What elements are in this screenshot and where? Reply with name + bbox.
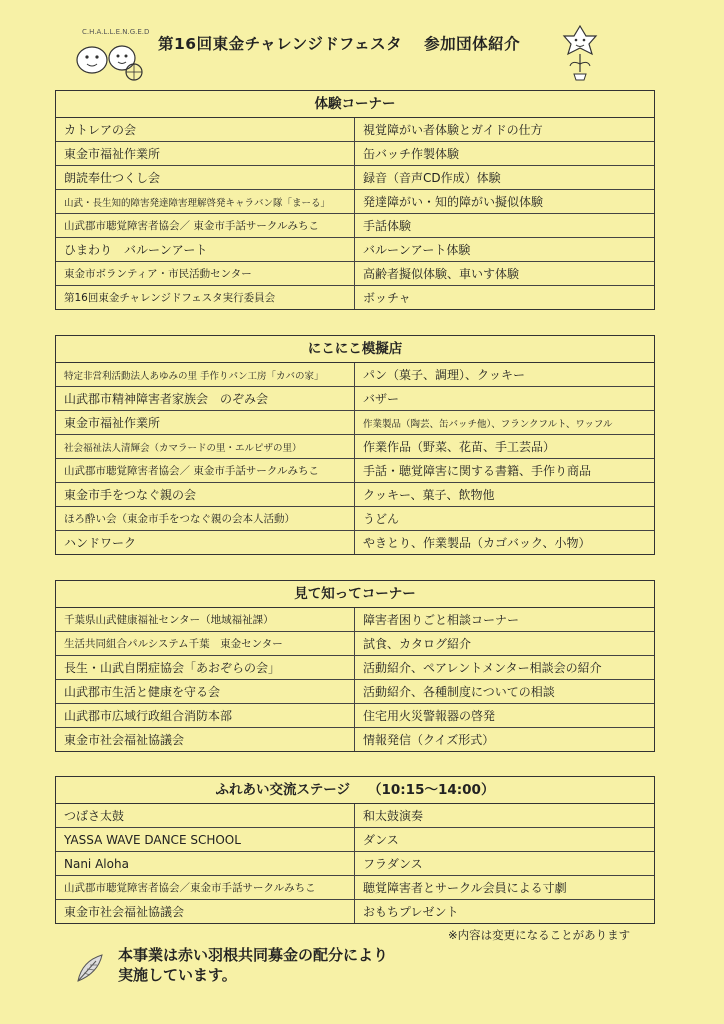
table-row bbox=[56, 262, 654, 286]
table-row bbox=[56, 876, 654, 900]
section-table bbox=[56, 363, 654, 554]
section-title bbox=[56, 777, 654, 804]
header bbox=[0, 18, 724, 78]
org-name: ハンドワーク bbox=[56, 531, 355, 555]
org-name: 東金市社会福祉協議会 bbox=[56, 728, 355, 752]
table-row bbox=[56, 828, 654, 852]
section-mogiten bbox=[55, 335, 655, 555]
table-row bbox=[56, 142, 654, 166]
org-name: 山武郡市聴覚障害者協会／東金市手話サークルみちこ bbox=[56, 876, 355, 900]
activity-desc: 作業作品（野菜、花苗、手工芸品） bbox=[355, 435, 655, 459]
section-title: 体験コーナー bbox=[56, 91, 654, 118]
footer-line-1: 本事業は赤い羽根共同募金の配分により bbox=[118, 946, 389, 964]
activity-desc: 手話・聴覚障害に関する書籍、手作り商品 bbox=[355, 459, 655, 483]
section-table bbox=[56, 118, 654, 309]
activity-desc: 活動紹介、各種制度についての相談 bbox=[355, 680, 655, 704]
change-notice: ※内容は変更になることがあります bbox=[448, 928, 631, 942]
activity-desc: やきとり、作業製品（カゴバック、小物） bbox=[355, 531, 655, 555]
activity-desc: 活動紹介、ペアレントメンター相談会の紹介 bbox=[355, 656, 655, 680]
org-name: YASSA WAVE DANCE SCHOOL bbox=[56, 828, 355, 852]
mascot-characters-icon bbox=[70, 24, 150, 82]
org-name: 山武郡市聴覚障害者協会／ 東金市手話サークルみちこ bbox=[56, 459, 355, 483]
table-row bbox=[56, 363, 654, 387]
flower-mascot-icon bbox=[560, 22, 600, 82]
footer-text bbox=[118, 945, 388, 985]
org-name: 山武郡市精神障害者家族会 のぞみ会 bbox=[56, 387, 355, 411]
activity-desc: ボッチャ bbox=[355, 286, 655, 310]
org-name: 山武郡市生活と健康を守る会 bbox=[56, 680, 355, 704]
activity-desc: 発達障がい・知的障がい擬似体験 bbox=[355, 190, 655, 214]
table-row bbox=[56, 900, 654, 924]
org-name: 朗読奉仕つくし会 bbox=[56, 166, 355, 190]
activity-desc: 試食、カタログ紹介 bbox=[355, 632, 655, 656]
table-row bbox=[56, 459, 654, 483]
org-name: 東金市手をつなぐ親の会 bbox=[56, 483, 355, 507]
activity-desc: 作業製品（陶芸、缶バッチ他）、フランクフルト、ワッフル bbox=[355, 411, 655, 435]
table-row bbox=[56, 728, 654, 752]
table-row bbox=[56, 680, 654, 704]
org-name: 山武・長生知的障害発達障害理解啓発キャラバン隊「まーる」 bbox=[56, 190, 355, 214]
footer-line-2: 実施しています。 bbox=[118, 966, 237, 984]
activity-desc: ダンス bbox=[355, 828, 655, 852]
table-row bbox=[56, 411, 654, 435]
table-row bbox=[56, 656, 654, 680]
table-row bbox=[56, 483, 654, 507]
org-name: 東金市福祉作業所 bbox=[56, 411, 355, 435]
table-row bbox=[56, 166, 654, 190]
section-stage bbox=[55, 776, 655, 924]
table-row bbox=[56, 608, 654, 632]
table-row bbox=[56, 531, 654, 555]
section-table bbox=[56, 804, 654, 923]
activity-desc: 障害者困りごと相談コーナー bbox=[363, 613, 520, 627]
title-event-name: 第16回東金チャレンジドフェスタ bbox=[158, 35, 403, 53]
org-name: つばさ太鼓 bbox=[56, 804, 355, 828]
org-name: ひまわり バルーンアート bbox=[56, 238, 355, 262]
stage-time: （10:15〜14:00） bbox=[368, 782, 495, 798]
activity-desc: 視覚障がい者体験とガイドの仕方 bbox=[363, 123, 543, 137]
org-name: カトレアの会 bbox=[56, 118, 355, 142]
org-name: 東金市社会福祉協議会 bbox=[56, 900, 355, 924]
activity-desc: 高齢者擬似体験、車いす体験 bbox=[355, 262, 655, 286]
table-row bbox=[56, 387, 654, 411]
table-row bbox=[56, 238, 654, 262]
activity-desc: 住宅用火災警報器の啓発 bbox=[355, 704, 655, 728]
section-title: 見て知ってコーナー bbox=[56, 581, 654, 608]
org-name: 社会福祉法人清輝会（カマラードの里・エルピザの里） bbox=[56, 435, 355, 459]
table-row bbox=[56, 286, 654, 310]
activity-desc: うどん bbox=[355, 507, 655, 531]
svg-text:C.H.A.L.L.E.N.G.E.D: C.H.A.L.L.E.N.G.E.D bbox=[82, 28, 150, 36]
red-feather-icon bbox=[72, 951, 106, 985]
section-mitemite bbox=[55, 580, 655, 752]
activity-desc: バルーンアート体験 bbox=[355, 238, 655, 262]
org-name: 第16回東金チャレンジドフェスタ実行委員会 bbox=[56, 286, 355, 310]
activity-desc: パン（菓子、調理）、クッキー bbox=[363, 368, 526, 382]
org-name: 長生・山武自閉症協会「あおぞらの会」 bbox=[56, 656, 355, 680]
section-taiken bbox=[55, 90, 655, 310]
org-name: Nani Aloha bbox=[56, 852, 355, 876]
table-row bbox=[56, 190, 654, 214]
table-row bbox=[56, 632, 654, 656]
org-name: 山武郡市広域行政組合消防本部 bbox=[56, 704, 355, 728]
activity-desc: 録音（音声CD作成）体験 bbox=[355, 166, 655, 190]
table-row bbox=[56, 118, 654, 142]
table-row bbox=[56, 214, 654, 238]
section-title: にこにこ模擬店 bbox=[56, 336, 654, 363]
org-name: 千葉県山武健康福祉センター（地域福祉課） bbox=[56, 608, 355, 632]
org-name: 特定非営利活動法人あゆみの里 手作りパン工房「カバの家」 bbox=[56, 363, 355, 387]
org-name: 山武郡市聴覚障害者協会／ 東金市手話サークルみちこ bbox=[56, 214, 355, 238]
org-name: 生活共同組合パルシステム千葉 東金センター bbox=[56, 632, 355, 656]
table-row bbox=[56, 507, 654, 531]
activity-desc: おもちプレゼント bbox=[355, 900, 655, 924]
table-row bbox=[56, 804, 654, 828]
stage-title: ふれあい交流ステージ bbox=[215, 782, 350, 798]
table-row bbox=[56, 435, 654, 459]
activity-desc: クッキー、菓子、飲物他 bbox=[355, 483, 655, 507]
activity-desc: 手話体験 bbox=[355, 214, 655, 238]
activity-desc: 情報発信（クイズ形式） bbox=[355, 728, 655, 752]
page-title bbox=[158, 32, 520, 54]
org-name: ほろ酔い会（東金市手をつなぐ親の会本人活動） bbox=[56, 507, 355, 531]
title-subtitle: 参加団体紹介 bbox=[424, 35, 521, 53]
activity-desc: バザー bbox=[355, 387, 655, 411]
activity-desc: フラダンス bbox=[355, 852, 655, 876]
section-table bbox=[56, 608, 654, 751]
org-name: 東金市福祉作業所 bbox=[56, 142, 355, 166]
table-row bbox=[56, 704, 654, 728]
activity-desc: 和太鼓演奏 bbox=[363, 809, 424, 823]
activity-desc: 缶バッチ作製体験 bbox=[355, 142, 655, 166]
org-name: 東金市ボランティア・市民活動センター bbox=[56, 262, 355, 286]
table-row bbox=[56, 852, 654, 876]
activity-desc: 聴覚障害者とサークル会員による寸劇 bbox=[355, 876, 655, 900]
